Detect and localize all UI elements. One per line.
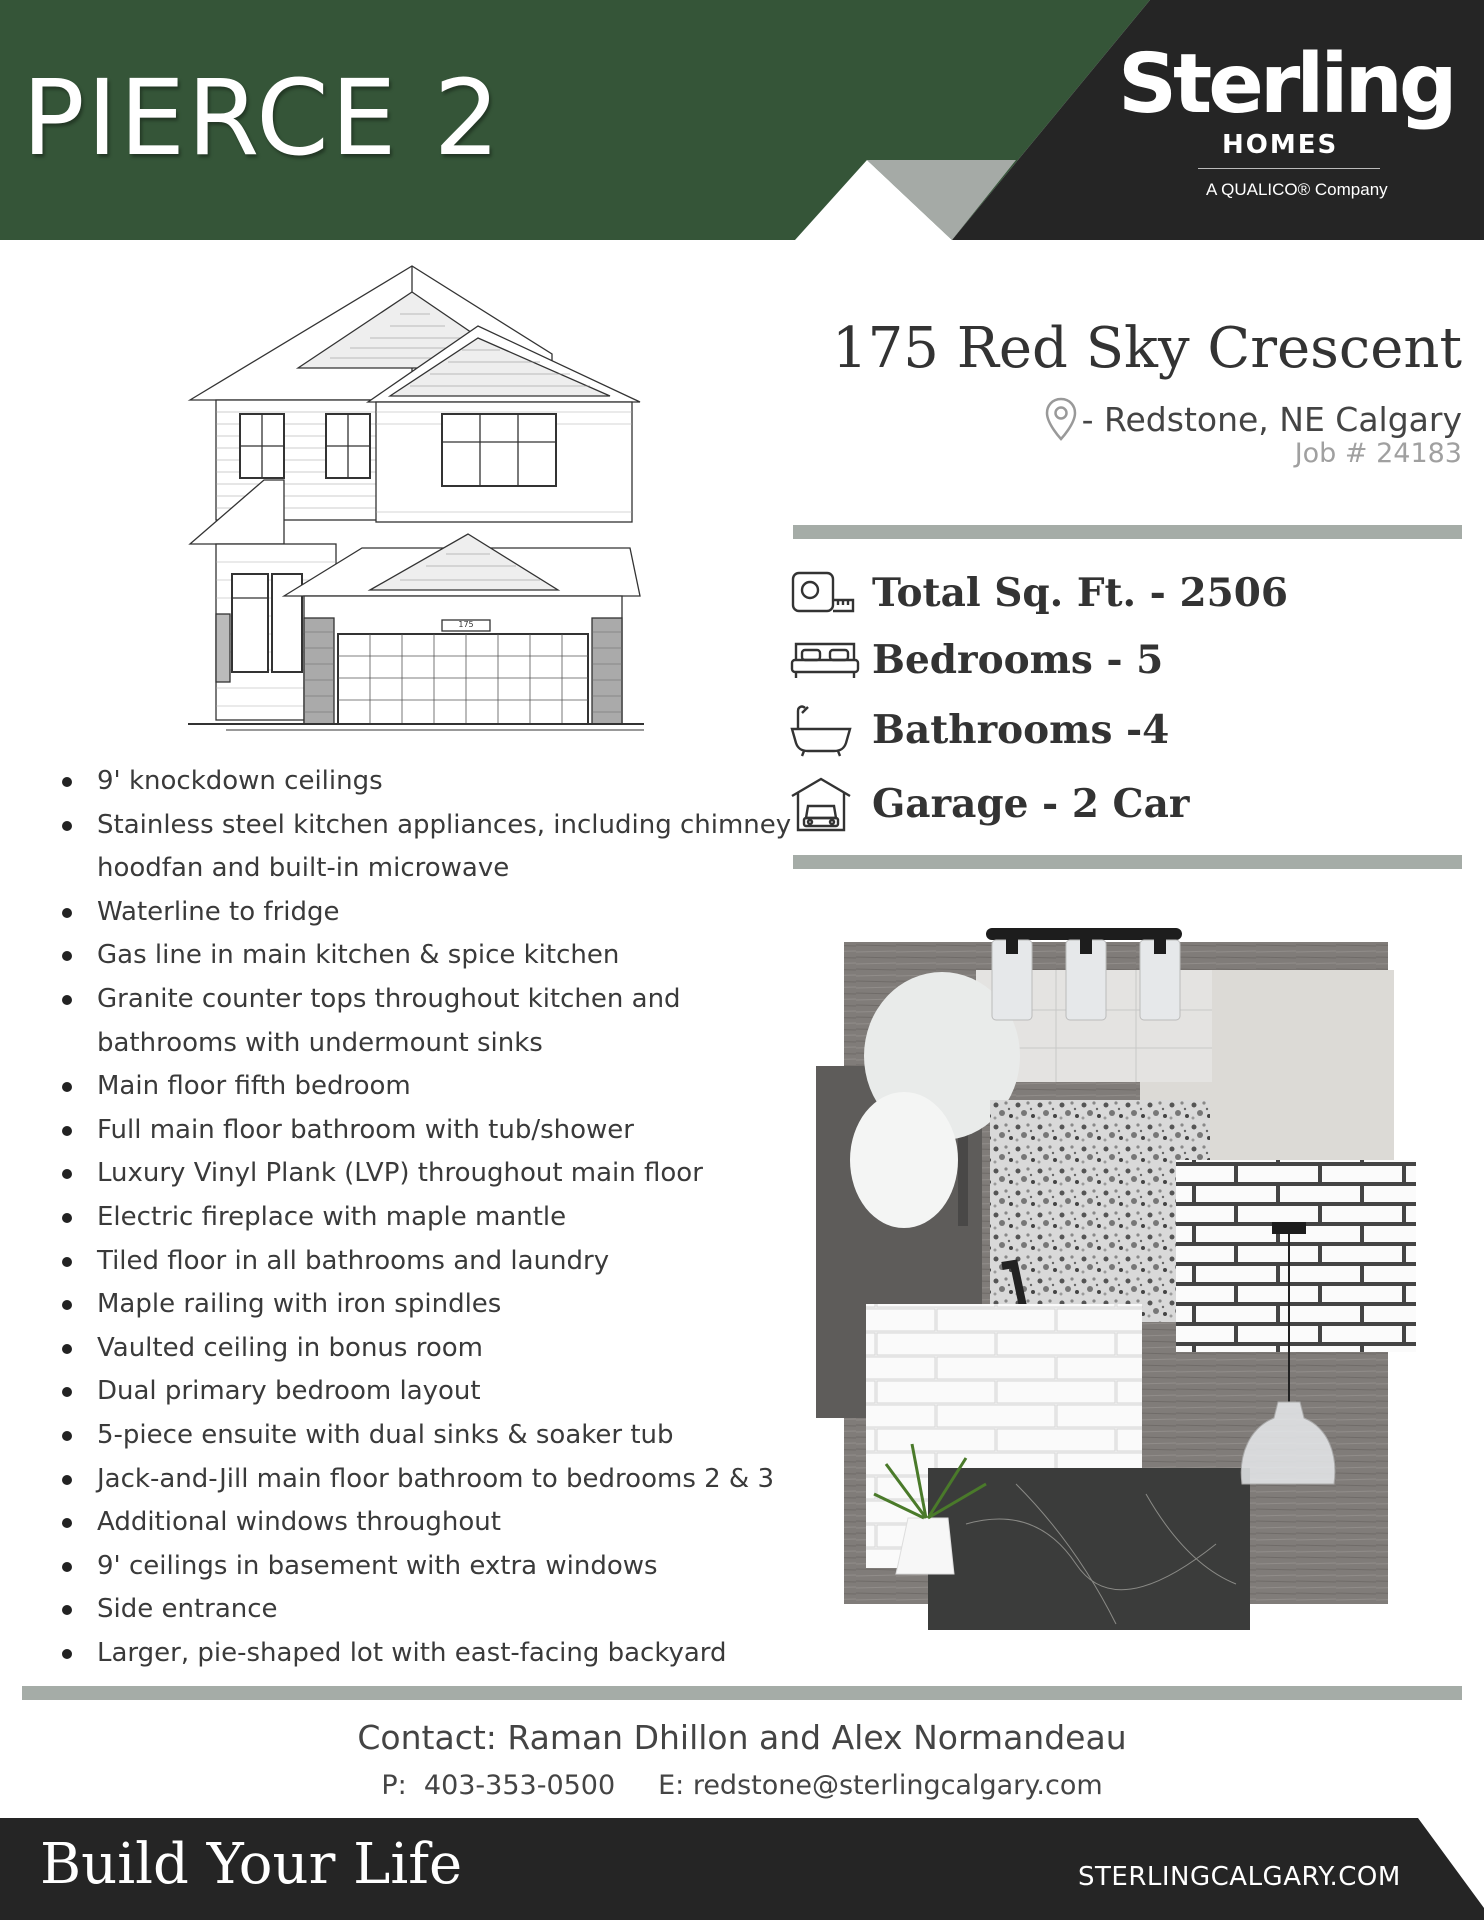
features-list [56,760,796,1675]
finishes-mood-board [816,924,1422,1640]
job-number: Job # 24183 [1294,438,1462,469]
contact-details [0,1770,1484,1801]
stat-sqft-label: Total Sq. Ft. - 2506 [872,570,1288,616]
list-item: Stainless steel kitchen appliances, including chimney hoodfan and built-in microwave [56,804,796,891]
paint-chip-swatch [850,1092,958,1228]
list-item: Side entrance [56,1588,796,1632]
listing-location-text: - Redstone, NE Calgary [1081,399,1462,439]
house-number-plaque: 175 [458,620,474,629]
list-item: Granite counter tops throughout kitchen and bathrooms with undermount sinks [56,978,796,1065]
stats-top-rule [793,525,1462,539]
list-item: Maple railing with iron spindles [56,1283,796,1327]
brand-logo-tagline: A QUALICO® Company [1206,180,1388,199]
model-name: PIERCE 2 [22,57,502,179]
list-item: 9' knockdown ceilings [56,760,796,804]
tape-measure-icon [790,570,856,616]
footer-tagline: Build Your Life [40,1832,463,1897]
list-item: 5-piece ensuite with dual sinks & soaker tub [56,1414,796,1458]
bathtub-icon [790,703,852,757]
list-item: Electric fireplace with maple mantle [56,1196,796,1240]
stat-bedrooms-label: Bedrooms - 5 [872,637,1164,683]
subway-tile-swatch [1176,1160,1416,1352]
stat-sqft [790,565,1288,621]
brand-logo-subtitle: HOMES [1222,130,1339,160]
footer-website-link[interactable]: STERLINGCALGARY.COM [1078,1862,1401,1892]
map-pin-icon [1044,396,1078,442]
contact-phone: P: 403-353-0500 [381,1770,616,1801]
list-item: Vaulted ceiling in bonus room [56,1327,796,1371]
brand-logo-wordmark: Sterling [1118,37,1454,132]
list-item: Main floor fifth bedroom [56,1065,796,1109]
stat-garage [790,776,1189,832]
stat-bathrooms [790,702,1169,758]
list-item: Waterline to fridge [56,891,796,935]
list-item: Luxury Vinyl Plank (LVP) throughout main floor [56,1152,796,1196]
garage-car-icon [790,776,852,832]
contact-names: Contact: Raman Dhillon and Alex Normandeau [357,1718,1127,1757]
house-elevation-drawing [180,262,650,742]
brand-logo-rule [1198,168,1380,169]
list-item: Additional windows throughout [56,1501,796,1545]
list-item: Tiled floor in all bathrooms and laundry [56,1240,796,1284]
list-item: Full main floor bathroom with tub/shower [56,1109,796,1153]
stats-bottom-rule [793,855,1462,869]
dark-marble-swatch [928,1468,1250,1630]
list-item: Gas line in main kitchen & spice kitchen [56,934,796,978]
list-item: Dual primary bedroom layout [56,1370,796,1414]
stat-bathrooms-label: Bathrooms -4 [872,707,1170,753]
list-item: Larger, pie-shaped lot with east-facing backyard [56,1632,796,1676]
listing-address: 175 Red Sky Crescent [832,316,1462,381]
stat-garage-label: Garage - 2 Car [872,781,1190,827]
stat-bedrooms [790,632,1163,688]
bed-icon [790,638,860,682]
list-item: 9' ceilings in basement with extra windows [56,1545,796,1589]
contact-rule [22,1686,1462,1700]
list-item: Jack-and-Jill main floor bathroom to bedrooms 2 & 3 [56,1458,796,1502]
listing-location [1044,396,1462,442]
vanity-light-fixture [986,928,1182,1020]
contact-email: E: redstone@sterlingcalgary.com [658,1770,1103,1801]
